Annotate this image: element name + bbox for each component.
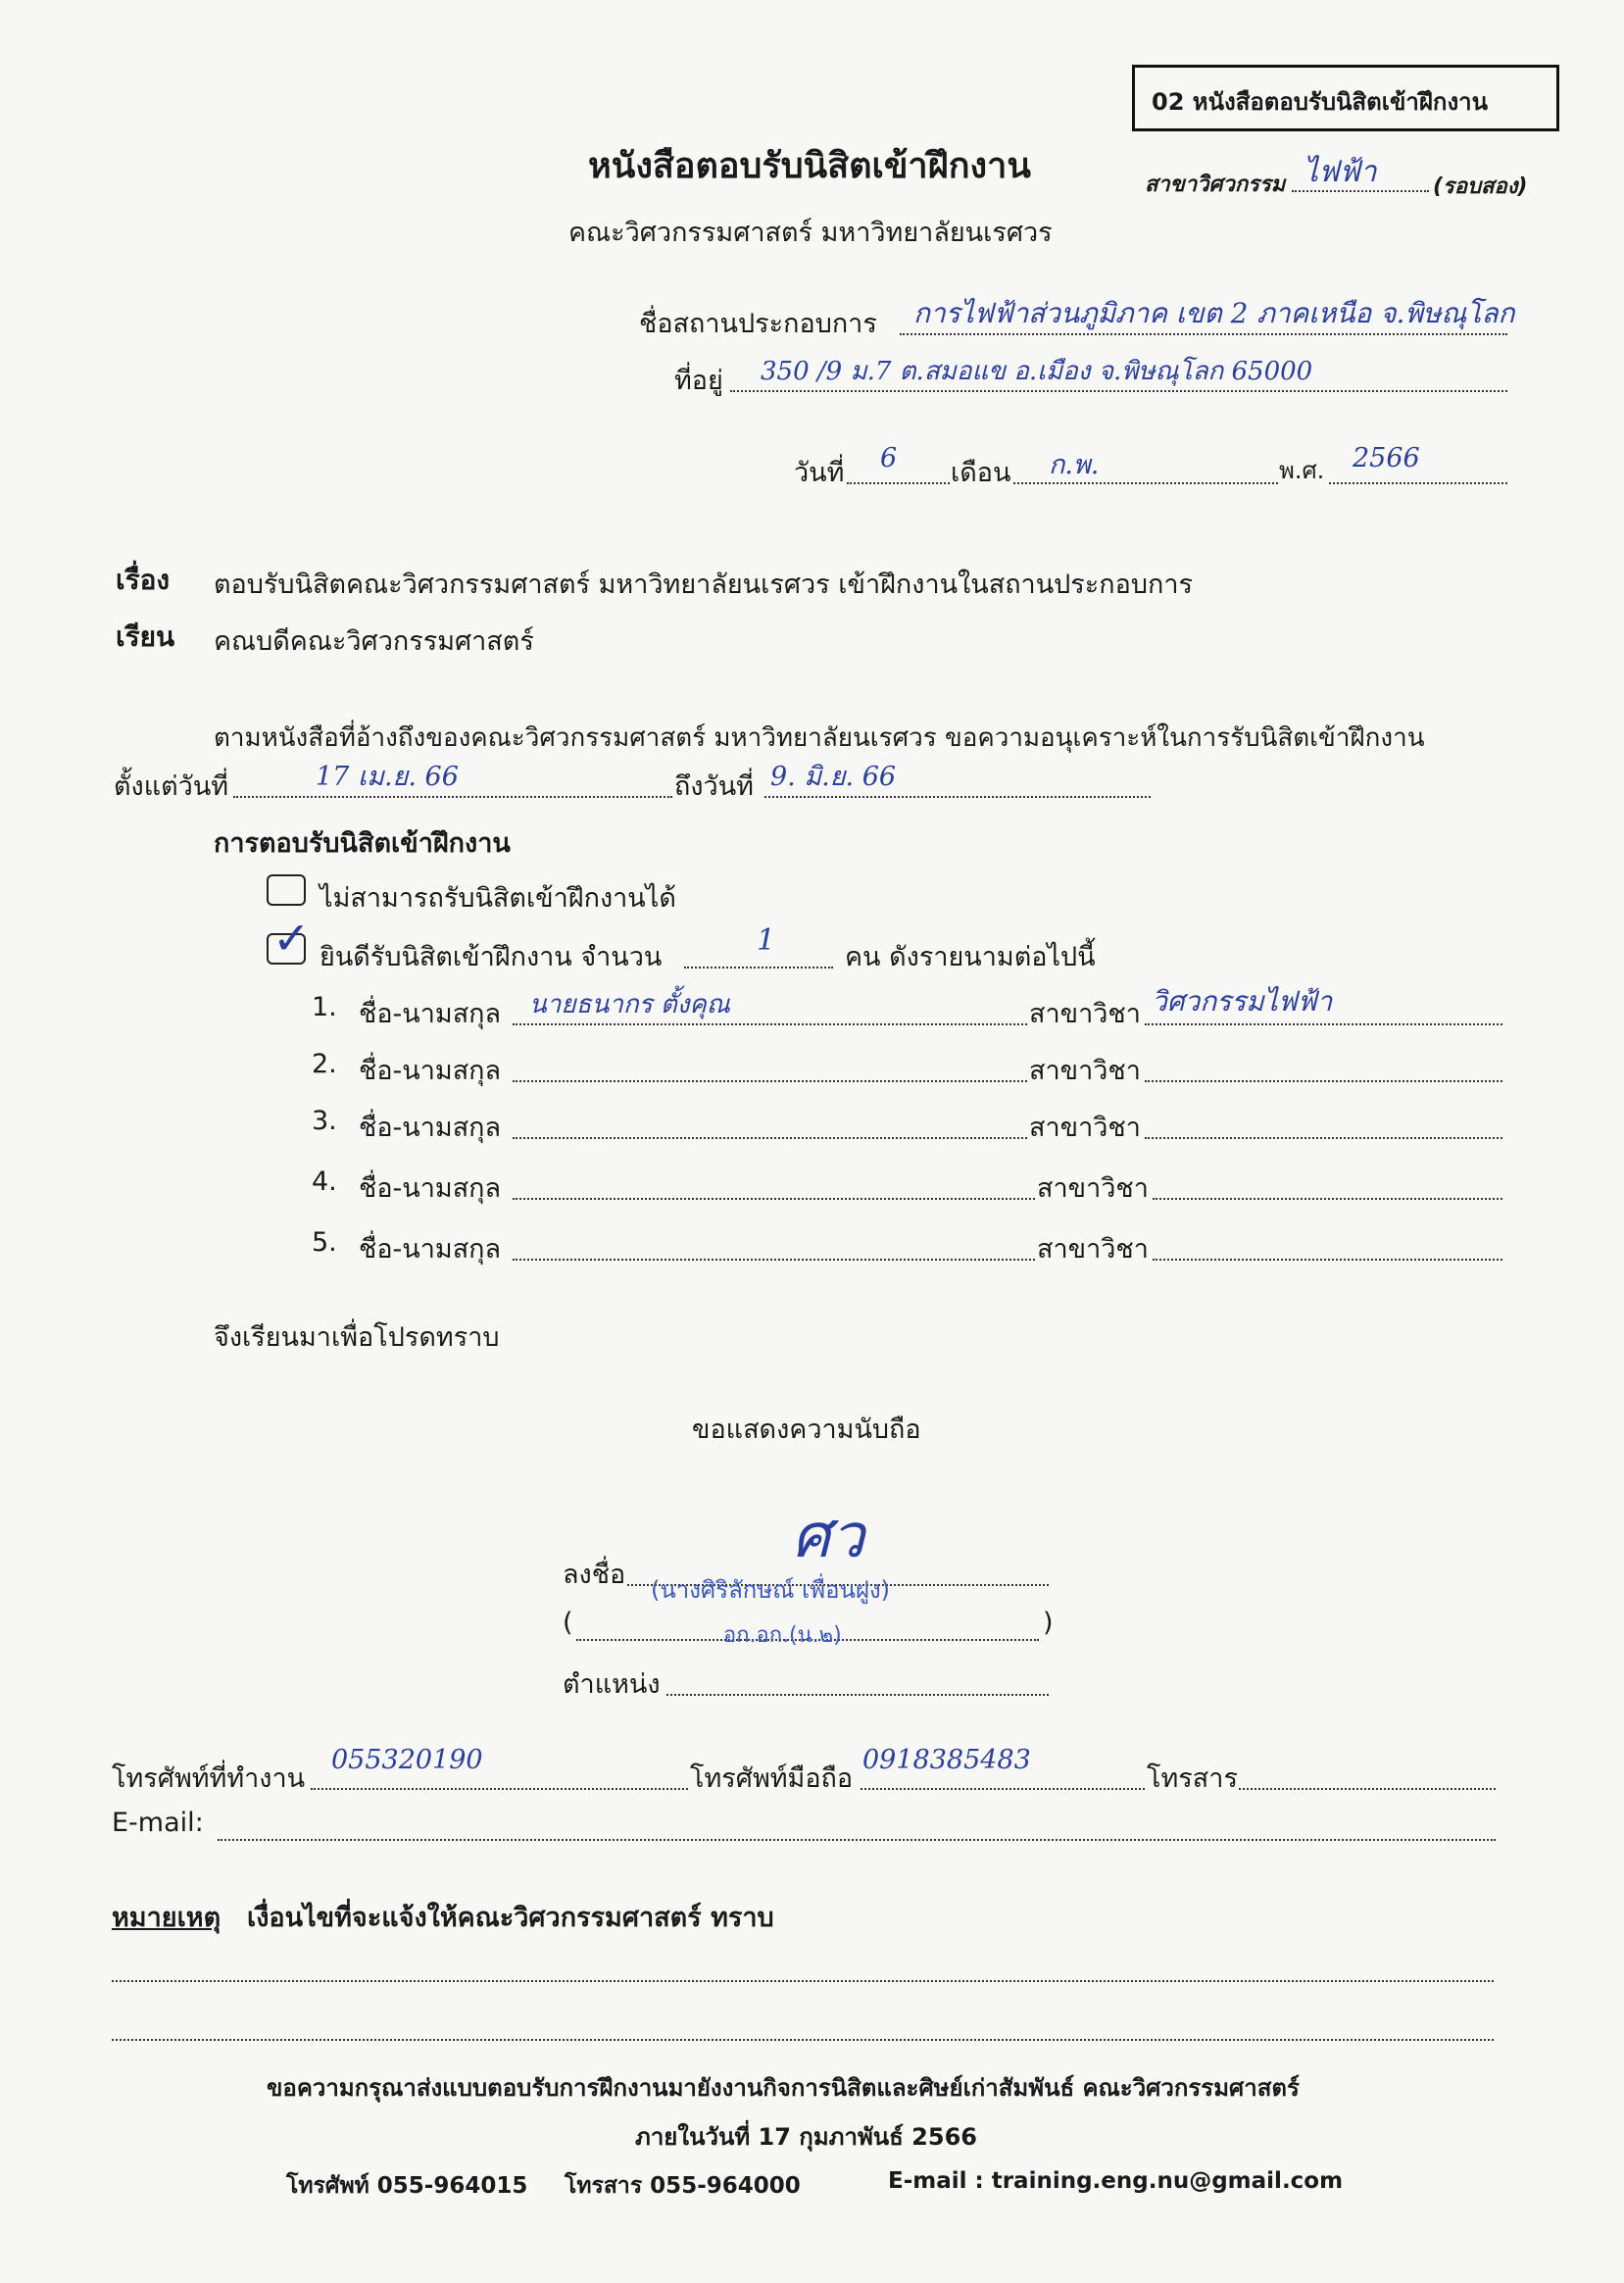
mobile-label: โทรศัพท์มือถือ: [690, 1763, 854, 1794]
address-value: 350 /9 ม.7 ต.สมอแข อ.เมือง จ.พิษณุโลก 65000: [761, 357, 1313, 386]
student-name-label: ชื่อ-นามสกุล: [359, 1113, 502, 1143]
to-label: เรียน: [116, 620, 175, 653]
email-dots: [218, 1839, 1496, 1841]
date-day: 6: [880, 443, 898, 473]
note-dots-1: [112, 1980, 1494, 1982]
stamp-position: อก.อก.(น.๒): [723, 1623, 842, 1648]
note-text: เงื่อนไขที่จะแจ้งให้คณะวิศวกรรมศาสตร์ ทราบ: [247, 1903, 774, 1933]
faculty-line: คณะวิศวกรรมศาสตร์ มหาวิทยาลัยนเรศวร: [568, 218, 1053, 248]
date-day-dots: [847, 482, 950, 484]
student-major-dots: [1145, 1023, 1502, 1025]
count-suffix: คน ดังรายนามต่อไปนี้: [845, 942, 1096, 972]
company-name-label: ชื่อสถานประกอบการ: [639, 309, 877, 339]
student-num: 2.: [312, 1049, 337, 1079]
student-name-label: ชื่อ-นามสกุล: [359, 999, 502, 1029]
student-num: 4.: [312, 1166, 337, 1197]
student-name-label: ชื่อ-นามสกุล: [359, 1056, 502, 1086]
subject-label: เรื่อง: [116, 564, 171, 596]
fax-label: โทรสาร: [1147, 1763, 1238, 1794]
student-name-dots: [513, 1259, 1035, 1261]
regards-text: ขอแสดงความนับถือ: [692, 1414, 921, 1445]
date-day-label: วันที่: [794, 458, 845, 488]
position-label: ตำแหน่ง: [563, 1669, 661, 1700]
count-value: 1: [757, 923, 776, 958]
count-dots: [684, 967, 833, 968]
option-no-label: ไม่สามารถรับนิสิตเข้าฝึกงานได้: [320, 883, 676, 914]
date-month: ก.พ.: [1049, 450, 1100, 480]
student-num: 5.: [312, 1227, 337, 1258]
footer-fax: โทรสาร 055-964000: [565, 2173, 801, 2199]
period-to: 9. มิ.ย. 66: [770, 762, 897, 792]
student-major-label: สาขาวิชา: [1037, 1234, 1149, 1265]
student-name: นายธนากร ตั้งคุณ: [529, 990, 730, 1019]
student-major-dots: [1145, 1080, 1502, 1082]
student-num: 3.: [312, 1106, 337, 1136]
page-title: หนังสือตอบรับนิสิตเข้าฝึกงาน: [588, 146, 1031, 186]
student-major-dots: [1153, 1259, 1502, 1261]
mobile-dots: [861, 1788, 1145, 1790]
student-major-dots: [1145, 1137, 1502, 1139]
student-major-label: สาขาวิชา: [1029, 1056, 1141, 1086]
form-code: 02 หนังสือตอบรับนิสิตเข้าฝึกงาน: [1152, 88, 1489, 116]
student-name-dots: [513, 1137, 1027, 1139]
date-month-label: เดือน: [951, 458, 1011, 488]
footer-email: E-mail : training.eng.nu@gmail.com: [888, 2168, 1344, 2194]
period-from: 17 เม.ย. 66: [316, 762, 459, 792]
body-text: ตามหนังสือที่อ้างถึงของคณะวิศวกรรมศาสตร์ มหาวิทยาลัยนเรศวร ขอความอนุเคราะห์ในการรับนิสิตเข้าฝึกงาน: [214, 723, 1425, 753]
period-to-label: ถึงวันที่: [674, 771, 754, 802]
mobile: 0918385483: [862, 1745, 1031, 1775]
student-name-dots: [513, 1080, 1027, 1082]
option-yes-check-mark: ✓: [272, 912, 311, 965]
branch-label: สาขาวิศวกรรม: [1145, 173, 1286, 197]
office-phone: 055320190: [331, 1745, 483, 1775]
footer-line1: ขอความกรุณาส่งแบบตอบรับการฝึกงานมายังงานกิจการนิสิตและศิษย์เก่าสัมพันธ์ คณะวิศวกรรมศาสตร์: [267, 2074, 1300, 2102]
student-major-label: สาขาวิชา: [1029, 1113, 1141, 1143]
sign-label: ลงชื่อ: [563, 1560, 626, 1590]
footer-line2: ภายในวันที่ 17 กุมภาพันธ์ 2566: [635, 2123, 977, 2151]
period-from-label: ตั้งแต่วันที่: [114, 771, 229, 802]
branch-value: ไฟฟ้า: [1304, 155, 1377, 189]
option-no-checkbox[interactable]: [267, 874, 306, 906]
position-dots: [666, 1694, 1049, 1696]
to-text: คณบดีคณะวิศวกรรมศาสตร์: [214, 626, 534, 657]
email-label: E-mail:: [112, 1808, 204, 1838]
student-name-dots: [513, 1198, 1035, 1200]
open-paren: (: [563, 1608, 573, 1638]
student-name-label: ชื่อ-นามสกุล: [359, 1234, 502, 1265]
closing-text: จึงเรียนมาเพื่อโปรดทราบ: [214, 1322, 500, 1353]
address-label: ที่อยู่: [674, 366, 723, 396]
close-paren: ): [1043, 1608, 1054, 1638]
signature-mark: ศว: [792, 1500, 865, 1571]
branch-suffix: (รอบสอง): [1433, 174, 1528, 199]
note-label: หมายเหตุ: [112, 1903, 221, 1933]
fax-dots: [1239, 1788, 1496, 1790]
acceptance-heading: การตอบรับนิสิตเข้าฝึกงาน: [214, 828, 511, 859]
date-year: 2566: [1353, 443, 1420, 473]
student-major-dots: [1153, 1198, 1502, 1200]
office-phone-dots: [311, 1788, 688, 1790]
date-year-label: พ.ศ.: [1279, 457, 1325, 484]
footer-phone: โทรศัพท์ 055-964015: [286, 2173, 528, 2199]
option-yes-label: ยินดีรับนิสิตเข้าฝึกงาน จำนวน: [320, 942, 663, 972]
student-major-label: สาขาวิชา: [1037, 1173, 1149, 1204]
student-major: วิศวกรรมไฟฟ้า: [1152, 985, 1333, 1017]
company-name-value: การไฟฟ้าส่วนภูมิภาค เขต 2 ภาคเหนือ จ.พิษณุโลก: [913, 297, 1515, 329]
subject-text: ตอบรับนิสิตคณะวิศวกรรมศาสตร์ มหาวิทยาลัยนเรศวร เข้าฝึกงานในสถานประกอบการ: [214, 570, 1194, 600]
date-year-dots: [1329, 482, 1507, 484]
stamp-name: (นางศิริลักษณ์ เพื่อนฝูง): [651, 1576, 891, 1604]
student-num: 1.: [312, 992, 337, 1022]
office-phone-label: โทรศัพท์ที่ทำงาน: [112, 1763, 306, 1794]
student-name-label: ชื่อ-นามสกุล: [359, 1173, 502, 1204]
student-major-label: สาขาวิชา: [1029, 999, 1141, 1029]
note-dots-2: [112, 2039, 1494, 2041]
